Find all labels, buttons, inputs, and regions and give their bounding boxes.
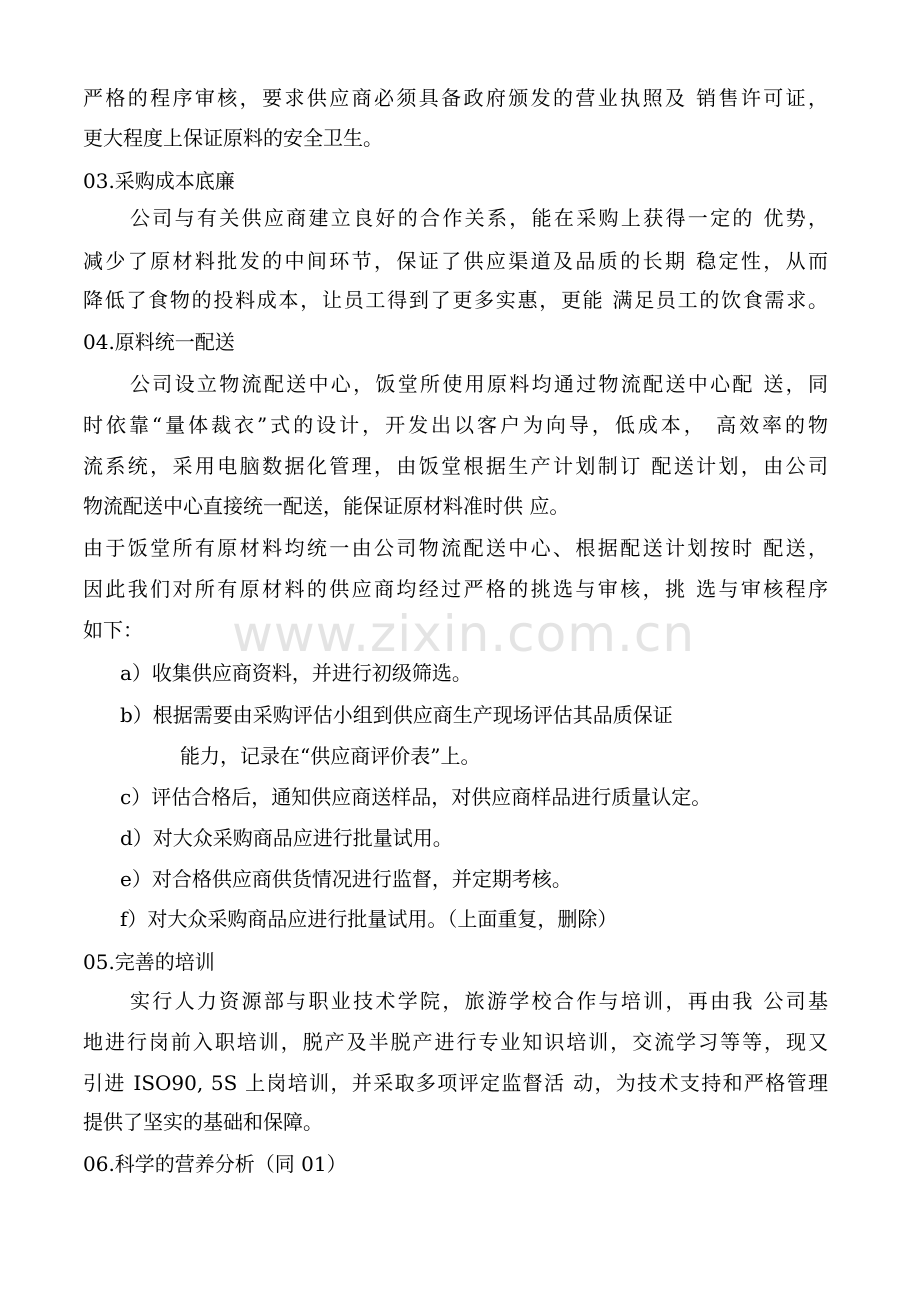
list-item: f）对大众采购商品应进行批量试用。（上面重复，删除） [120, 907, 618, 931]
paragraph-line: 公司与有关供应商建立良好的合作关系，能在采购上获得一定的 优势， [130, 206, 828, 230]
paragraph-line: 物流配送中心直接统一配送，能保证原材料准时供 应。 [83, 494, 570, 518]
paragraph-line: 提供了坚实的基础和保障。 [83, 1110, 323, 1134]
list-item: a）收集供应商资料，并进行初级筛选。 [120, 661, 472, 685]
list-item: e）对合格供应商供货情况进行监督，并定期考核。 [120, 867, 572, 891]
list-item: b）根据需要由采购评估小组到供应商生产现场评估其品质保证 [120, 703, 673, 727]
paragraph-line: 由于饭堂所有原材料均统一由公司物流配送中心、根据配送计划按时 配送， [83, 536, 828, 560]
paragraph-line: 流系统，采用电脑数据化管理，由饭堂根据生产计划制订 配送计划，由公司 [83, 454, 828, 478]
paragraph-line: 严格的程序审核，要求供应商必须具备政府颁发的营业执照及 销售许可证， [83, 86, 828, 110]
section-heading: 06.科学的营养分析（同 01） [83, 1152, 347, 1176]
paragraph-line: 如下： [83, 618, 143, 642]
paragraph-line: 减少了原材料批发的中间环节，保证了供应渠道及品质的长期 稳定性，从而 [83, 249, 828, 273]
paragraph-line: 降低了食物的投料成本，让员工得到了更多实惠，更能 满足员工的饮食需求。 [83, 288, 828, 312]
list-item-continuation: 能力，记录在“供应商评价表”上。 [180, 744, 481, 768]
paragraph-line: 地进行岗前入职培训，脱产及半脱产进行专业知识培训，交流学习等等，现又 [83, 1030, 828, 1054]
list-item: c）评估合格后，通知供应商送样品，对供应商样品进行质量认定。 [120, 785, 712, 809]
section-heading: 03.采购成本底廉 [83, 169, 235, 193]
section-heading: 04.原料统一配送 [83, 330, 235, 354]
paragraph-line: 公司设立物流配送中心，饭堂所使用原料均通过物流配送中心配 送，同 [130, 372, 828, 396]
paragraph-line: 因此我们对所有原材料的供应商均经过严格的挑选与审核，挑 选与审核程序 [83, 577, 828, 601]
watermark: www.zixin.com.cn [232, 605, 696, 663]
list-item: d）对大众采购商品应进行批量试用。 [120, 826, 453, 850]
paragraph-line: 更大程度上保证原料的安全卫生。 [83, 126, 383, 150]
paragraph-line: 时依靠“量体裁衣”式的设计，开发出以客户为向导，低成本， 高效率的物 [83, 413, 828, 437]
section-heading: 05.完善的培训 [83, 950, 215, 974]
paragraph-line: 实行人力资源部与职业技术学院，旅游学校合作与培训，再由我 公司基 [130, 989, 828, 1013]
paragraph-line: 引进 ISO90, 5S 上岗培训，并采取多项评定监督活 动，为技术支持和严格管理 [83, 1071, 828, 1095]
